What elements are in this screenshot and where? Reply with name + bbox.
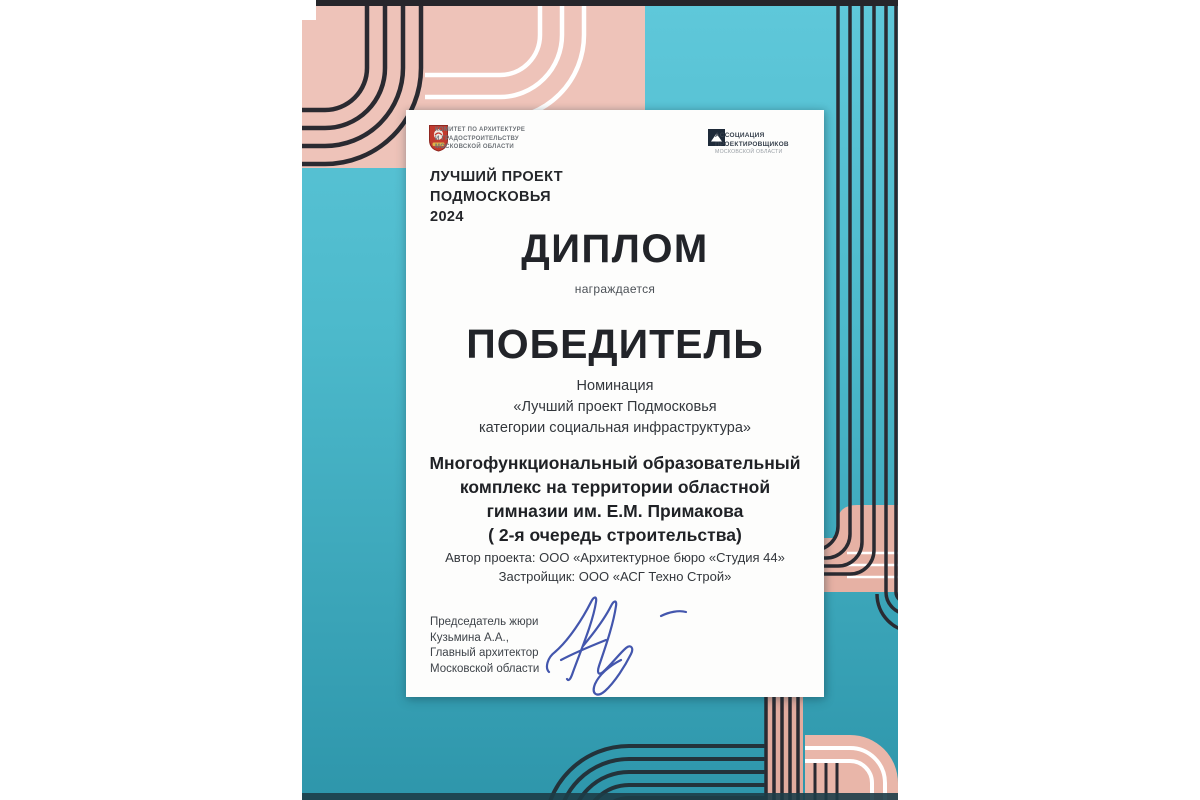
award-title (430, 167, 730, 227)
certificate-sheet (406, 110, 824, 697)
diploma-heading: ДИПЛОМ (521, 227, 709, 271)
committee-logo-text (435, 124, 525, 152)
award-title-line: 2024 (430, 209, 464, 225)
bottom-arcs (545, 746, 765, 800)
winner-heading: ПОБЕДИТЕЛЬ (466, 321, 764, 367)
nomination-line: категории социальная инфраструктура» (479, 420, 751, 436)
jury-line: Председатель жюри (430, 616, 539, 628)
photo-bottom-edge (302, 793, 898, 800)
signature-handwriting (531, 588, 716, 698)
awarded-label: награждается (574, 282, 656, 296)
project-name-line: гимназии им. Е.М. Примакова (486, 501, 744, 521)
nomination-block (406, 376, 824, 439)
association-line: АССОЦИАЦИЯ (715, 132, 765, 139)
diploma-poster-photo (302, 0, 898, 800)
committee-logo (428, 124, 525, 152)
nomination-line: Номинация (576, 378, 654, 394)
jury-line: Московской области (430, 662, 540, 675)
committee-line: И ГРАДОСТРОИТЕЛЬСТВУ (435, 135, 519, 142)
photo-top-left-notch (302, 0, 316, 20)
association-logo (708, 129, 789, 157)
jury-line: Главный архитектор (430, 647, 539, 659)
project-name-line: Многофункциональный образовательный (429, 453, 801, 473)
association-logo-text (715, 129, 789, 157)
project-name (406, 451, 824, 547)
project-author: Автор проекта: ООО «Архитектурное бюро «Студия 44» (445, 550, 785, 565)
project-name-line: комплекс на территории областной (459, 477, 771, 497)
project-developer: Застройщик: ООО «АСГ Техно Строй» (498, 569, 732, 584)
award-title-line: ЛУЧШИЙ ПРОЕКТ (430, 169, 563, 185)
association-line: МОСКОВСКОЙ ОБЛАСТИ (715, 149, 783, 156)
project-name-line: ( 2-я очередь строительства) (488, 525, 742, 545)
credits-block (406, 548, 824, 586)
nomination-line: «Лучший проект Подмосковья (513, 399, 717, 415)
committee-line: МОСКОВСКОЙ ОБЛАСТИ (435, 144, 514, 151)
association-line: ПРОЕКТИРОВЩИКОВ (715, 140, 789, 148)
committee-line: КОМИТЕТ ПО АРХИТЕКТУРЕ (435, 127, 526, 133)
jury-line: Кузьмина А.А., (430, 631, 509, 644)
award-title-line: ПОДМОСКОВЬЯ (430, 189, 551, 205)
photo-top-edge (302, 0, 898, 6)
